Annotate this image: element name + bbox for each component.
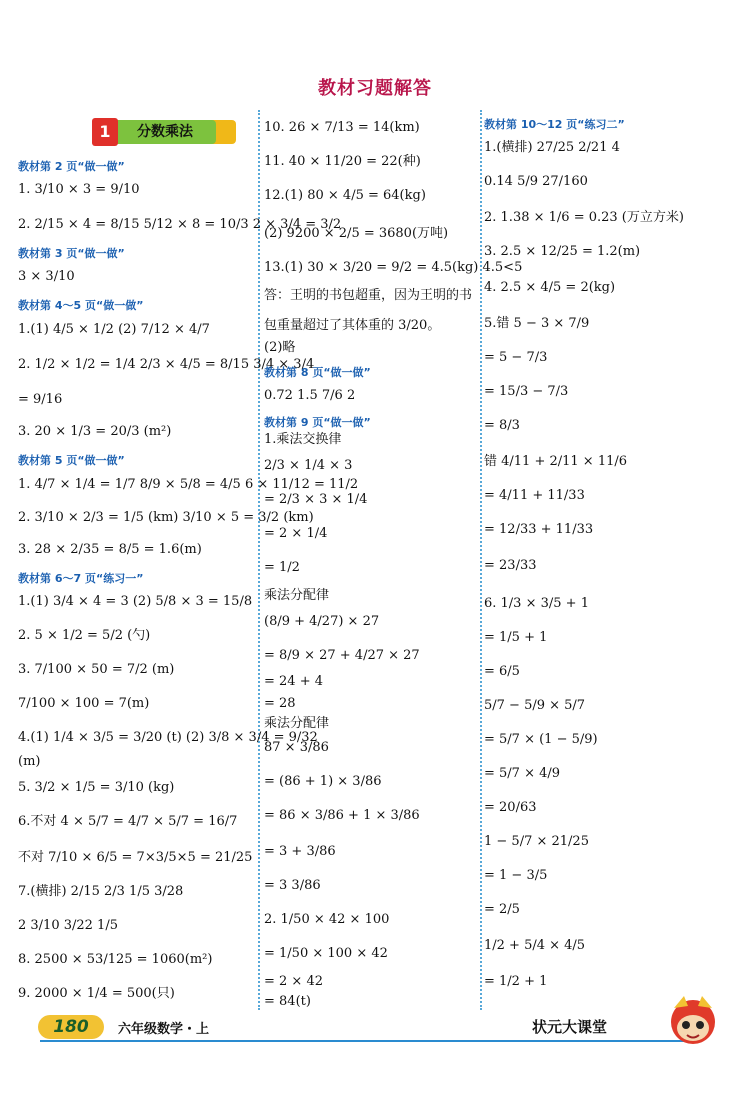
answer-line: = 3 3/86 [264, 878, 321, 893]
answer-line: 3. 20 × 1/3 = 20/3 (m²) [18, 424, 172, 439]
section-heading: 教材第 5 页“做一做” [18, 454, 125, 467]
answer-line: = 1/2 + 1 [484, 974, 548, 989]
answer-line: 2/3 × 1/4 × 3 [264, 458, 353, 473]
answer-line: 2. 1/2 × 1/2 = 1/4 2/3 × 4/5 = 8/15 3/4 × 3/4 [18, 357, 315, 372]
mascot-illustration [662, 992, 724, 1054]
answer-line: 12.(1) 80 × 4/5 = 64(kg) [264, 188, 426, 203]
section-heading: 教材第 6～7 页“练习一” [18, 572, 144, 585]
answer-line: = 86 × 3/86 + 1 × 3/86 [264, 808, 420, 823]
footer-book-title: 六年级数学・上 [118, 1022, 210, 1037]
answer-line: 13.(1) 30 × 3/20 = 9/2 = 4.5(kg) 4.5<5 [264, 260, 523, 275]
answer-line: = 28 [264, 696, 296, 711]
answer-line: 1.乘法交换律 [264, 432, 342, 447]
answer-line: 5. 3/2 × 1/5 = 3/10 (kg) [18, 780, 175, 795]
section-heading: 教材第 9 页“做一做” [264, 416, 371, 429]
answer-line: 1/2 + 5/4 × 4/5 [484, 938, 586, 953]
answer-line: 5/7 − 5/9 × 5/7 [484, 698, 586, 713]
answer-line: 3. 28 × 2/35 = 8/5 = 1.6(m) [18, 542, 202, 557]
answer-line: 2. 1.38 × 1/6 = 0.23 (万立方米) [484, 210, 684, 225]
column-divider [258, 110, 260, 1010]
answer-line: 87 × 3/86 [264, 740, 329, 755]
answer-line: 3 × 3/10 [18, 269, 75, 284]
answer-line: 2. 2/15 × 4 = 8/15 5/12 × 8 = 10/3 2 × 3/4 = 3/2 [18, 217, 342, 232]
answer-line: 8. 2500 × 53/125 = 1060(m²) [18, 952, 213, 967]
answer-line: 乘法分配律 [264, 588, 330, 603]
answer-line: = 24 + 4 [264, 674, 323, 689]
answer-line: 错 4/11 + 2/11 × 11/6 [484, 454, 628, 469]
answer-line: = 8/3 [484, 418, 520, 433]
section-heading: 教材第 2 页“做一做” [18, 160, 125, 173]
answer-line: 1 − 5/7 × 21/25 [484, 834, 589, 849]
answer-line: = (86 + 1) × 3/86 [264, 774, 382, 789]
answer-line: 5.错 5 − 3 × 7/9 [484, 316, 590, 331]
chapter-heading [92, 116, 240, 148]
chapter-name: 分数乘法 [114, 120, 216, 144]
answer-line: 3. 7/100 × 50 = 7/2 (m) [18, 662, 175, 677]
answer-line: = 23/33 [484, 558, 537, 573]
answer-line: = 8/9 × 27 + 4/27 × 27 [264, 648, 420, 663]
answer-line: 3. 2.5 × 12/25 = 1.2(m) [484, 244, 641, 259]
answer-line: = 1/2 [264, 560, 300, 575]
page-title: 教材习题解答 [318, 78, 432, 99]
answer-line: = 84(t) [264, 994, 311, 1009]
answer-line: = 4/11 + 11/33 [484, 488, 585, 503]
answer-line: = 12/33 + 11/33 [484, 522, 594, 537]
answer-line: = 5 − 7/3 [484, 350, 548, 365]
column-divider [480, 110, 482, 1010]
answer-line: = 2 × 1/4 [264, 526, 328, 541]
answer-line: 1.(1) 3/4 × 4 = 3 (2) 5/8 × 3 = 15/8 [18, 594, 253, 609]
answer-line: 2. 3/10 × 2/3 = 1/5 (km) 3/10 × 5 = 3/2 (km) [18, 510, 314, 525]
answer-line: = 5/7 × 4/9 [484, 766, 561, 781]
answer-line: = 2/5 [484, 902, 520, 917]
answer-line: = 1 − 3/5 [484, 868, 548, 883]
answer-line: 1.(横排) 27/25 2/21 4 [484, 140, 620, 155]
answer-line: 6.不对 4 × 5/7 = 4/7 × 5/7 = 16/7 [18, 814, 238, 829]
answer-line: = 6/5 [484, 664, 520, 679]
answer-line: 9. 2000 × 1/4 = 500(只) [18, 986, 175, 1001]
answer-line: (8/9 + 4/27) × 27 [264, 614, 380, 629]
answer-line: 2. 5 × 1/2 = 5/2 (勺) [18, 628, 151, 643]
answer-line: 7/100 × 100 = 7(m) [18, 696, 150, 711]
answer-line: 1. 4/7 × 1/4 = 1/7 8/9 × 5/8 = 4/5 6 × 11/12 = 11/2 [18, 477, 359, 492]
chapter-number: 1 [92, 118, 118, 146]
answer-line: (2)略 [264, 340, 296, 355]
footer-rule [40, 1040, 700, 1042]
footer-brand: 状元大课堂 [532, 1018, 608, 1036]
answer-line: 4. 2.5 × 4/5 = 2(kg) [484, 280, 616, 295]
section-heading: 教材第 4～5 页“做一做” [18, 299, 144, 312]
answer-line: = 1/50 × 100 × 42 [264, 946, 388, 961]
section-heading: 教材第 10～12 页“练习二” [484, 118, 625, 131]
answer-line: 不对 7/10 × 6/5 = 7×3/5×5 = 21/25 [18, 850, 253, 865]
answer-line: 包重量超过了其体重的 3/20。 [264, 318, 441, 333]
answer-line: 4.(1) 1/4 × 3/5 = 3/20 (t) (2) 3/8 × 3/4 = 9/32 [18, 730, 318, 745]
answer-line: = 3 + 3/86 [264, 844, 336, 859]
answer-line: = 20/63 [484, 800, 537, 815]
section-heading: 教材第 8 页“做一做” [264, 366, 371, 379]
answer-line: 7.(横排) 2/15 2/3 1/5 3/28 [18, 884, 184, 899]
answer-line: = 5/7 × (1 − 5/9) [484, 732, 598, 747]
section-heading: 教材第 3 页“做一做” [18, 247, 125, 260]
answer-line: 答：王明的书包超重，因为王明的书 [264, 288, 473, 303]
answer-line: = 9/16 [18, 392, 63, 407]
answer-line: 乘法分配律 [264, 716, 330, 731]
answer-line: 0.14 5/9 27/160 [484, 174, 588, 189]
answer-line: 11. 40 × 11/20 = 22(种) [264, 154, 421, 169]
answer-line: 2 3/10 3/22 1/5 [18, 918, 118, 933]
answer-line: 10. 26 × 7/13 = 14(km) [264, 120, 420, 135]
page-number: 180 [38, 1015, 104, 1039]
answer-line: 2. 1/50 × 42 × 100 [264, 912, 390, 927]
answer-line: 1.(1) 4/5 × 1/2 (2) 7/12 × 4/7 [18, 322, 210, 337]
answer-line: 6. 1/3 × 3/5 + 1 [484, 596, 589, 611]
answer-line: (m) [18, 754, 41, 769]
answer-line: 0.72 1.5 7/6 2 [264, 388, 356, 403]
answer-line: = 2 × 42 [264, 974, 323, 989]
answer-line: = 15/3 − 7/3 [484, 384, 569, 399]
answer-line: = 2/3 × 3 × 1/4 [264, 492, 368, 507]
answer-line: = 1/5 + 1 [484, 630, 548, 645]
answer-line: (2) 9200 × 2/5 = 3680(万吨) [264, 226, 449, 241]
answer-line: 1. 3/10 × 3 = 9/10 [18, 182, 140, 197]
